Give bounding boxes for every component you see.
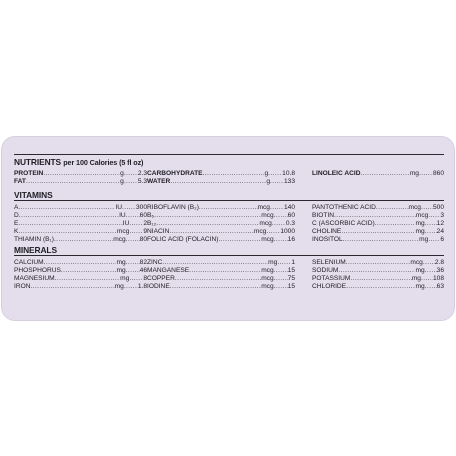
vitamin-row-choline	[312, 228, 444, 236]
minerals-heading: MINERALS	[14, 245, 57, 255]
leader-dots	[54, 236, 113, 244]
nutrient-name: BIOTIN	[312, 212, 334, 219]
nutrient-unit: mcg	[261, 283, 274, 290]
nutrient-unit: IU	[122, 220, 130, 227]
vitamin-row-thiamin	[14, 236, 147, 244]
leader-dots	[270, 178, 284, 186]
nutrient-name: POTASSIUM	[312, 275, 351, 282]
leader-dots	[19, 212, 119, 220]
nutrient-unit: mg	[415, 267, 425, 274]
nutrient-value: 500	[432, 204, 444, 211]
macro-row-linoleic-acid	[312, 170, 444, 178]
header-rule	[14, 154, 444, 155]
nutrient-name: IRON	[14, 283, 31, 290]
nutrient-unit: mg	[411, 275, 421, 282]
leader-dots	[425, 220, 437, 228]
vitamin-row-vitamin-c	[312, 220, 444, 228]
leader-dots	[421, 204, 433, 212]
nutrient-value: 1	[291, 259, 295, 266]
nutrient-unit: g	[120, 170, 124, 177]
leader-dots	[124, 283, 138, 291]
nutrient-value: 9	[143, 228, 147, 235]
minerals-rule	[14, 255, 444, 256]
nutrient-unit: mcg	[410, 259, 423, 266]
nutrient-unit: g	[120, 178, 124, 185]
leader-dots	[428, 236, 440, 244]
macro-row-carbohydrate	[147, 170, 295, 178]
leader-dots	[129, 275, 143, 283]
vitamin-row-d	[14, 212, 147, 220]
leader-dots	[189, 267, 261, 275]
leader-dots	[55, 275, 120, 283]
nutrient-unit: mg	[415, 283, 425, 290]
vitamin-row-inositol	[312, 236, 444, 244]
leader-dots	[218, 236, 261, 244]
leader-dots	[126, 212, 140, 220]
leader-dots	[423, 259, 435, 267]
nutrient-value: 2	[143, 220, 147, 227]
vitamin-row-riboflavin	[147, 204, 295, 212]
nutrient-value: 5.3	[137, 178, 147, 185]
nutrient-value: 24	[436, 228, 444, 235]
nutrient-value: 1.8	[137, 283, 147, 290]
nutrient-name: SODIUM	[312, 267, 339, 274]
leader-dots	[266, 228, 280, 236]
nutrient-value: 12	[436, 220, 444, 227]
nutrient-name: NIACIN	[147, 228, 170, 235]
nutrient-value: 3	[440, 212, 444, 219]
vitamin-row-a	[14, 204, 147, 212]
leader-dots	[343, 236, 419, 244]
nutrient-value: 2.3	[137, 170, 147, 177]
nutrient-unit: mcg	[116, 228, 130, 235]
nutrient-value: 75	[287, 275, 295, 282]
nutrient-name: SELENIUM	[312, 259, 346, 266]
nutrient-unit: IU	[115, 204, 122, 211]
nutrient-name: B₁₂	[147, 220, 157, 227]
vitamin-row-niacin	[147, 228, 295, 236]
mineral-row-iron	[14, 283, 147, 291]
nutrient-name: CALCIUM	[14, 259, 44, 266]
nutrient-value: 63	[436, 283, 444, 290]
nutrient-unit: mg	[114, 283, 124, 290]
nutrient-name: RIBOFLAVIN (B₂)	[147, 204, 199, 211]
leader-dots	[425, 283, 437, 291]
nutrient-value: 1000	[280, 228, 295, 235]
nutrient-name: COPPER	[147, 275, 175, 282]
nutrient-name: CARBOHYDRATE	[147, 170, 203, 177]
leader-dots	[421, 275, 433, 283]
leader-dots	[360, 170, 409, 178]
nutrient-value: 10.8	[282, 170, 295, 177]
leader-dots	[350, 275, 411, 283]
nutrient-name: MANGANESE	[147, 267, 190, 274]
mineral-row-potassium	[312, 275, 444, 283]
leader-dots	[61, 267, 117, 275]
nutrient-unit: mcg	[261, 267, 274, 274]
leader-dots	[124, 178, 138, 186]
vitamin-row-b12	[147, 220, 295, 228]
nutrients-subtitle: per 100 Calories (5 fl oz)	[63, 158, 144, 167]
vitamin-row-folic-acid	[147, 236, 295, 244]
leader-dots	[425, 267, 437, 275]
leader-dots	[341, 228, 415, 236]
nutrient-value: 0.3	[285, 220, 295, 227]
nutrient-name: B₆	[147, 212, 155, 219]
vitamin-row-biotin	[312, 212, 444, 220]
nutrient-unit: g	[266, 178, 270, 185]
leader-dots	[18, 220, 122, 228]
nutrient-value: 300	[135, 204, 147, 211]
leader-dots	[419, 170, 433, 178]
nutrient-value: 8	[143, 275, 147, 282]
nutrient-unit: mg	[116, 267, 126, 274]
mineral-row-selenium	[312, 259, 444, 267]
nutrient-name: A	[14, 204, 19, 211]
nutrient-name: THIAMIN (B₁)	[14, 236, 54, 243]
nutrient-value: 60	[287, 212, 295, 219]
vitamin-row-b6	[147, 212, 295, 220]
nutrient-unit: mcg	[257, 204, 270, 211]
nutrient-unit: mcg	[113, 236, 126, 243]
leader-dots	[277, 259, 291, 267]
nutrient-value: 60	[139, 212, 147, 219]
leader-dots	[126, 267, 140, 275]
vitamins-heading: VITAMINS	[14, 190, 53, 200]
nutrient-value: 6	[440, 236, 444, 243]
nutrient-name: PHOSPHORUS	[14, 267, 61, 274]
nutrient-name: D	[14, 212, 19, 219]
nutrient-unit: mg	[415, 228, 425, 235]
mineral-row-sodium	[312, 267, 444, 275]
nutrient-name: C (ASCORBIC ACID)	[312, 220, 375, 227]
leader-dots	[30, 283, 114, 291]
vitamin-row-k	[14, 228, 147, 236]
nutrient-value: 80	[139, 236, 147, 243]
leader-dots	[129, 228, 143, 236]
macro-row-fat	[14, 178, 147, 186]
leader-dots	[272, 220, 286, 228]
nutrient-unit: mcg	[261, 212, 274, 219]
leader-dots	[346, 283, 415, 291]
nutrient-name: INOSITOL	[312, 236, 343, 243]
leader-dots	[270, 204, 284, 212]
nutrient-unit: g	[264, 170, 269, 177]
leader-dots	[44, 259, 117, 267]
mineral-row-zinc	[147, 259, 295, 267]
leader-dots	[18, 204, 115, 212]
nutrient-name: K	[14, 228, 19, 235]
nutrient-name: CHOLINE	[312, 228, 342, 235]
leader-dots	[126, 259, 140, 267]
nutrient-unit: mg	[120, 275, 130, 282]
nutrient-value: 36	[436, 267, 444, 274]
mineral-row-chloride	[312, 283, 444, 291]
leader-dots	[154, 212, 261, 220]
leader-dots	[199, 204, 258, 212]
leader-dots	[274, 212, 288, 220]
nutrient-value: 46	[139, 267, 147, 274]
leader-dots	[170, 178, 266, 186]
nutrition-label-panel	[1, 136, 455, 321]
leader-dots	[375, 220, 416, 228]
nutrient-unit: mg	[409, 170, 419, 177]
nutrient-value: 15	[287, 283, 295, 290]
leader-dots	[425, 228, 437, 236]
nutrient-name: IODINE	[147, 283, 170, 290]
nutrient-unit: mcg	[259, 220, 272, 227]
leader-dots	[43, 170, 120, 178]
nutrients-title: NUTRIENTS	[14, 157, 62, 167]
leader-dots	[274, 283, 288, 291]
leader-dots	[274, 236, 288, 244]
mineral-row-copper	[147, 275, 295, 283]
nutrient-value: 16	[287, 236, 295, 243]
nutrient-unit: mcg	[415, 212, 429, 219]
mineral-row-manganese	[147, 267, 295, 275]
leader-dots	[175, 275, 261, 283]
vitamin-row-pantothenic-acid	[312, 204, 444, 212]
leader-dots	[124, 170, 138, 178]
nutrient-name: FAT	[14, 178, 26, 185]
nutrient-unit: mcg	[261, 275, 274, 282]
nutrient-unit: mg	[415, 220, 425, 227]
vitamin-row-e	[14, 220, 147, 228]
leader-dots	[26, 178, 120, 186]
nutrient-name: E	[14, 220, 19, 227]
nutrient-unit: mcg	[253, 228, 267, 235]
leader-dots	[338, 267, 415, 275]
nutrient-value: 2.8	[434, 259, 444, 266]
nutrient-value: 133	[283, 178, 295, 185]
leader-dots	[156, 220, 259, 228]
leader-dots	[268, 170, 282, 178]
nutrient-name: LINOLEIC ACID	[312, 170, 361, 177]
nutrient-name: PANTOTHENIC ACID	[312, 204, 376, 211]
nutrient-unit: mcg	[408, 204, 421, 211]
nutrient-unit: mg	[268, 259, 278, 266]
nutrient-value: 140	[283, 204, 295, 211]
nutrient-name: FOLIC ACID (FOLACIN)	[147, 236, 219, 243]
leader-dots	[346, 259, 411, 267]
leader-dots	[334, 212, 416, 220]
vitamins-rule	[14, 200, 444, 201]
nutrients-heading	[14, 157, 143, 167]
leader-dots	[122, 204, 136, 212]
mineral-row-iodine	[147, 283, 295, 291]
leader-dots	[18, 228, 116, 236]
macro-row-water	[147, 178, 295, 186]
leader-dots	[126, 236, 140, 244]
nutrient-name: PROTEIN	[14, 170, 44, 177]
leader-dots	[428, 212, 440, 220]
nutrient-unit: mcg	[261, 236, 274, 243]
mineral-row-phosphorus	[14, 267, 147, 275]
leader-dots	[376, 204, 409, 212]
leader-dots	[203, 170, 265, 178]
mineral-row-calcium	[14, 259, 147, 267]
nutrient-unit: mg	[419, 236, 429, 243]
macro-row-protein	[14, 170, 147, 178]
nutrient-value: 860	[432, 170, 444, 177]
leader-dots	[162, 259, 268, 267]
mineral-row-magnesium	[14, 275, 147, 283]
leader-dots	[274, 275, 288, 283]
leader-dots	[274, 267, 288, 275]
leader-dots	[170, 283, 261, 291]
leader-dots	[129, 220, 143, 228]
nutrient-value: 108	[432, 275, 444, 282]
leader-dots	[169, 228, 254, 236]
nutrient-value: 82	[139, 259, 147, 266]
nutrient-name: ZINC	[147, 259, 163, 266]
nutrient-name: WATER	[147, 178, 171, 185]
nutrient-unit: IU	[119, 212, 126, 219]
nutrient-name: CHLORIDE	[312, 283, 347, 290]
nutrient-name: MAGNESIUM	[14, 275, 55, 282]
nutrient-unit: mg	[116, 259, 126, 266]
nutrient-value: 15	[287, 267, 295, 274]
